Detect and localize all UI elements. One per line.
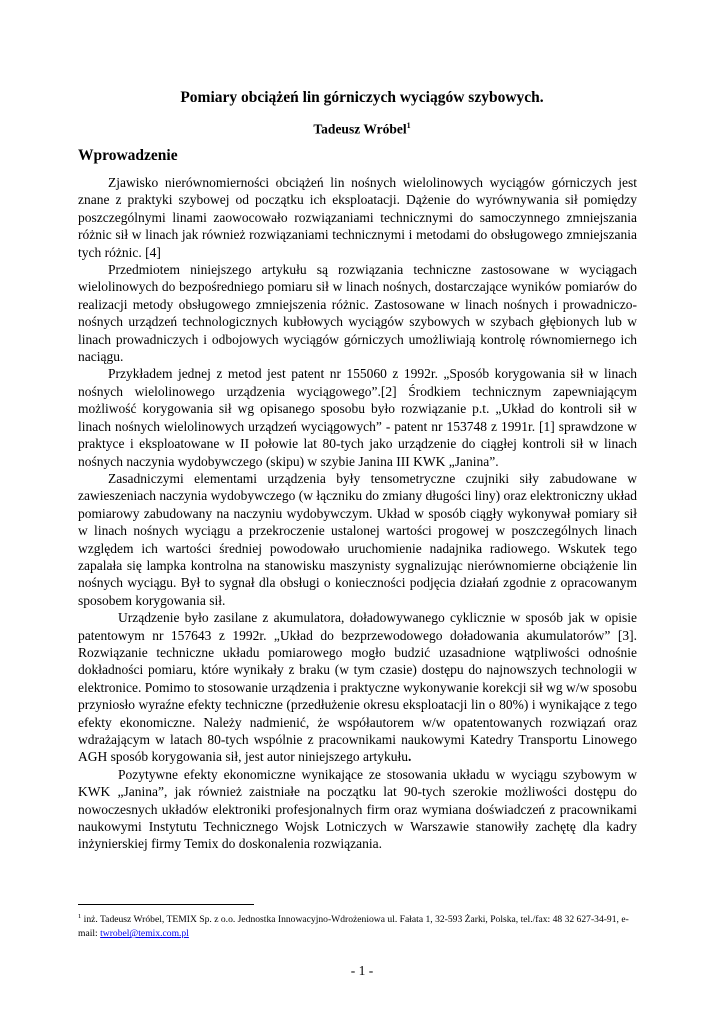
footnote-mark: 1 bbox=[78, 913, 82, 920]
paragraph: Przykładem jednej z metod jest patent nr 155060 z 1992r. „Sposób korygowania sił w linach nośnych wielolinowego urządzenia wyciągowego”.[2] Środkiem technicznym zapewniającym możliwość korygowania sił wg opisanego sposobu było rozwiązanie p.t. „Układ do kontroli sił w linach nośnych wielolinowych urządzeń wyciągowych” - patent nr 153748 z 1991r. [1] sprawdzone w praktyce i eksploatowane w II połowie lat 80-tych jako urządzenie do ciągłej kontroli sił w linach nośnych naczynia wydobywczego (skipu) w szybie Janina III KWK „Janina”. bbox=[78, 366, 637, 469]
paragraph: Zasadniczymi elementami urządzenia były tensometryczne czujniki siły zabudowane w zawieszeniach naczynia wydobywczego (w łączniku do zmiany długości liny) oraz elektroniczny układ pomiarowy zabudowany na naczyniu wydobywczym. Układ w sposób ciągły wykonywał pomiary sił w linach nośnych wyciągu a przekroczenie ustalonej wartości progowej w poszczególnych linach względem ich wartości średniej powodowało uruchomienie nadajnika radiowego. Wskutek tego zapalała się lampka kontrolna na stanowisku maszynisty sygnalizując nierównomierne obciążenie lin nośnych wyciągu. Był to sygnał dla obsługi o konieczności podjęcia działań zgodnie z opracowanym sposobem korygowania sił. bbox=[78, 470, 637, 608]
footnote-email-link[interactable]: twrobel@temix.com.pl bbox=[100, 928, 189, 940]
paragraph-text: Urządzenie było zasilane z akumulatora, doładowywanego cyklicznie w sposób jak w opisie patentowym nr 157643 z 1992r. „Układ do bezprzewodowego doładowania akumulatorów” [3]. Rozwiązanie techniczne układu pomiarowego mogło budzić uzasadnione wątpliwości odnośnie dokładności pomiaru, które wynikały z braku (w tym czasie) dostępu do najnowszych technologii w elektronice. Pomimo to stosowanie urządzenia i praktyczne wykonywanie korekcji sił wg w/w sposobu przyniosło wyraźne efekty techniczne (przedłużenie okresu eksploatacji lin o 80%) i wynikające z tego efekty ekonomiczne. Należy nadmienić, że współautorem w/w opatentowanych rozwiązań oraz wdrażającym w latach 80-tych wspólnie z pracownikami naukowymi Katedry Transportu Linowego AGH sposób korygowania sił, jest autor niniejszego artykułu bbox=[78, 610, 637, 765]
author-footnote-mark: 1 bbox=[406, 121, 411, 130]
section-heading: Wprowadzenie bbox=[78, 147, 178, 164]
author-name: Tadeusz Wróbel bbox=[313, 121, 407, 137]
paragraph-end-mark: . bbox=[407, 749, 412, 765]
paragraph: Zjawisko nierównomierności obciążeń lin nośnych wielolinowych wyciągów górniczych jest znane z praktyki szybowej od początku ich eksploatacji. Dążenie do wyrównywania sił pomiędzy poszczególnymi linami zaowocowało rozwiązaniami technicznymi do samoczynnego zmniejszania różnic sił w linach jak również rozwiązaniami technicznymi i metodami do obsługowego zmniejszania tych różnic. [4] bbox=[78, 175, 637, 260]
body-text bbox=[78, 174, 637, 853]
paper-title: Pomiary obciążeń lin górniczych wyciągów szybowych. bbox=[180, 89, 544, 106]
paragraph: Przedmiotem niniejszego artykułu są rozwiązania techniczne zastosowane w wyciągach wielolinowych do bezpośredniego pomiaru sił w linach nośnych, dostarczające wyników pomiarów do realizacji metody obsługowego zmniejszenia różnic. Zastosowane w linach nośnych i prowadniczo-nośnych urządzeń technologicznych kubłowych wyciągów szybowych w szybach głębionych lub w linach prowadniczych i odbojowych wyciągów górniczych umożliwiają kontrolę równomiernego ich naciągu. bbox=[78, 262, 637, 365]
footnote-text: inż. Tadeusz Wróbel, TEMIX Sp. z o.o. Jednostka Innowacyjno-Wdrożeniowa ul. Fałata 1, 32-593 Żarki, Polska, tel./fax: 48 32 627-34-91, e-mail: bbox=[78, 914, 629, 940]
author-line bbox=[0, 121, 724, 138]
paragraph bbox=[78, 609, 637, 766]
page-number: - 1 - bbox=[350, 963, 374, 978]
footnote-separator bbox=[78, 904, 254, 905]
footnote bbox=[78, 910, 638, 941]
paragraph: Pozytywne efekty ekonomiczne wynikające ze stosowania układu w wyciągu szybowym w KWK „Janina”, jak również zaistniałe na początku lat 90-tych szerokie możliwości dostępu do nowoczesnych układów elektroniki profesjonalnych firm oraz wymiana doświadczeń z pracownikami naukowymi Instytutu Technicznego Wojsk Lotniczych w Warszawie stanowiły zachętę dla kadry inżynierskiej firmy Temix do doskonalenia rozwiązania. bbox=[78, 766, 637, 852]
